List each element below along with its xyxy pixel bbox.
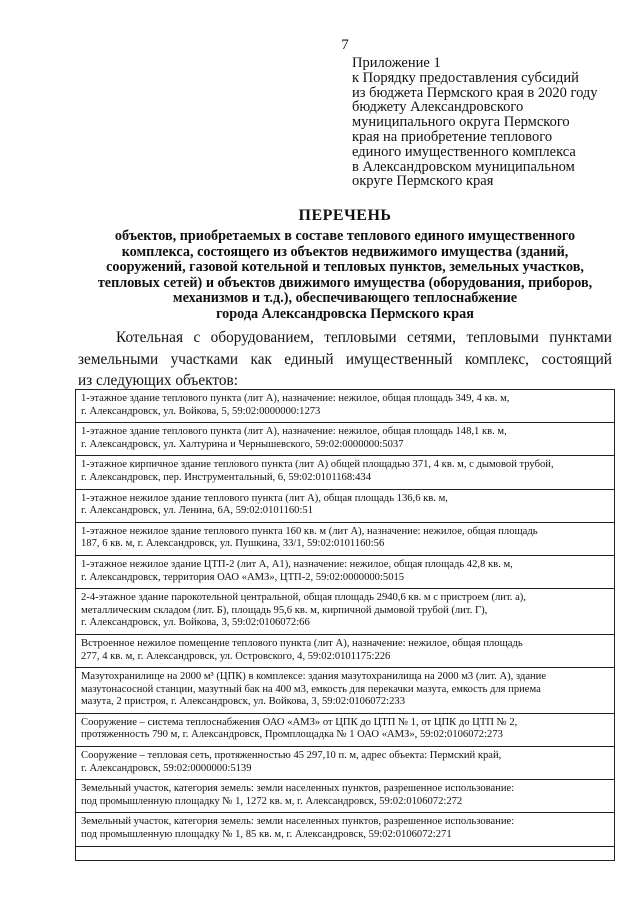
object-line: Земельный участок, категория земель: земли населенных пунктов, разрешенное использование: <box>81 783 515 795</box>
object-line: мазута, 2 пристроя, г. Александровск, ул. Войкова, 3, 59:02:0106072:233 <box>81 696 405 708</box>
object-line: 1-этажное нежилое здание ЦТП-2 (лит А, А1), назначение: нежилое, общая площадь 42,8 кв. м, <box>81 558 513 570</box>
object-line: 2-4-этажное здание парокотельной центральной, общая площадь 2940,6 кв. м с пристроем (лит. а), <box>81 592 526 604</box>
object-line: под промышленную площадку № 1, 1272 кв. м, г. Александровск, 59:02:0106072:272 <box>81 795 463 807</box>
table-row <box>76 589 615 635</box>
table-row <box>76 713 615 746</box>
object-line: г. Александровск, ул. Халтурина и Чернышевского, 59:02:0000000:5037 <box>81 438 404 450</box>
table-row <box>76 747 615 780</box>
object-line: г. Александровск, ул. Ленина, 6А, 59:02:0101160:51 <box>81 505 314 517</box>
object-line: 1-этажное кирпичное здание теплового пункта (лит А) общей площадью 371, 4 кв. м, с дымовой трубой, <box>81 459 554 471</box>
subtitle-line: сооружений, газовой котельной и тепловых пунктов, земельных участков, <box>106 259 584 276</box>
appendix-line: единого имущественного комплекса <box>352 143 576 160</box>
object-line: металлическим складом (лит. Б), площадь 95,6 кв. м, кирпичной дымовой трубой (лит. Г), <box>81 604 488 616</box>
table-row <box>76 390 615 423</box>
page-number: 7 <box>341 37 349 53</box>
table-row <box>76 634 615 667</box>
appendix-line: к Порядку предоставления субсидий <box>352 69 579 86</box>
object-line: г. Александровск, 59:02:0000000:5139 <box>81 762 252 774</box>
intro-line: земельными участками как единый имущественный комплекс, состоящий <box>78 350 612 368</box>
objects-table <box>75 389 615 861</box>
object-line: протяженность 790 м, г. Александровск, Промплощадка № 1 ОАО «АМЗ», 59:02:0106072:273 <box>81 729 503 741</box>
appendix-line: Приложение 1 <box>352 55 441 71</box>
object-line: 187, 6 кв. м, г. Александровск, ул. Пушкина, 33/1, 59:02:0101160:56 <box>81 538 385 550</box>
object-cell <box>76 668 615 714</box>
object-line: мазутонасосной станции, мазутный бак на 400 м3, емкость для перекачки мазута, емкость для приема <box>81 683 541 695</box>
object-cell <box>76 634 615 667</box>
appendix-line: округе Пермского края <box>352 173 494 190</box>
subtitle-line: объектов, приобретаемых в составе теплового единого имущественного <box>114 228 576 244</box>
appendix-block <box>352 56 622 189</box>
object-cell <box>76 390 615 423</box>
table-row <box>76 456 615 489</box>
object-line: Сооружение – тепловая сеть, протяженностью 45 297,10 п. м, адрес объекта: Пермский край, <box>81 750 502 762</box>
object-line: 1-этажное здание теплового пункта (лит А), назначение: нежилое, общая площадь 349, 4 кв. м, <box>81 393 510 404</box>
object-cell <box>76 555 615 588</box>
object-line: под промышленную площадку № 1, 85 кв. м, г. Александровск, 59:02:0106072:271 <box>81 829 452 841</box>
table-row <box>76 423 615 456</box>
object-line: г. Александровск, пер. Инструментальный, 6, 59:02:0101168:434 <box>81 471 371 483</box>
table-row <box>76 555 615 588</box>
intro-line: из следующих объектов: <box>78 372 238 389</box>
empty-cell <box>76 846 615 860</box>
table-row <box>76 813 615 846</box>
appendix-line: бюджету Александровского <box>352 99 524 116</box>
object-line: г. Александровск, территория ОАО «АМЗ», ЦТП-2, 59:02:0000000:5015 <box>81 571 405 583</box>
object-line: 1-этажное здание теплового пункта (лит А), назначение: нежилое, общая площадь 148,1 кв. м, <box>81 426 507 438</box>
appendix-line: края на приобретение теплового <box>352 128 553 145</box>
object-cell <box>76 456 615 489</box>
empty-table-row <box>76 846 615 860</box>
object-line: г. Александровск, ул. Войкова, 5, 59:02:0000000:1273 <box>81 405 321 417</box>
table-row <box>76 489 615 522</box>
object-cell <box>76 522 615 555</box>
table-row <box>76 522 615 555</box>
intro-line: Котельная с оборудованием, тепловыми сетями, тепловыми пунктами <box>116 329 612 346</box>
object-cell <box>76 589 615 635</box>
appendix-line: из бюджета Пермского края в 2020 году <box>352 84 598 101</box>
object-line: 277, 4 кв. м, г. Александровск, ул. Островского, 4, 59:02:0101175:226 <box>81 650 391 662</box>
subtitle-line: комплекса, состоящего из объектов недвижимого имущества (зданий, <box>121 243 569 260</box>
object-line: Мазутохранилище на 2000 м³ (ЦПК) в комплексе: здания мазутохранилища на 2000 м3 (лит. А), здание <box>81 671 547 683</box>
object-line: Встроенное нежилое помещение теплового пункта (лит А), назначение: нежилое, общая площадь <box>81 637 523 649</box>
table-row <box>76 668 615 714</box>
object-cell <box>76 747 615 780</box>
appendix-line: в Александровском муниципальном <box>352 158 575 175</box>
object-cell <box>76 489 615 522</box>
object-cell <box>76 780 615 813</box>
intro-paragraph <box>78 327 612 392</box>
table-row <box>76 780 615 813</box>
object-line: Земельный участок, категория земель: земли населенных пунктов, разрешенное использование: <box>81 816 515 828</box>
object-cell <box>76 813 615 846</box>
object-line: 1-этажное нежилое здание теплового пункта 160 кв. м (лит А), назначение: нежилое, общая площадь <box>81 525 538 537</box>
object-line: г. Александровск, ул. Войкова, 3, 59:02:0106072:66 <box>81 617 310 629</box>
subtitle-line: города Александровска Пермского края <box>216 305 474 322</box>
document-subtitle <box>78 229 612 323</box>
appendix-line: муниципального округа Пермского <box>352 114 570 131</box>
object-line: Сооружение – система теплоснабжения ОАО «АМЗ» от ЦПК до ЦТП № 1, от ЦПК до ЦТП № 2, <box>81 716 518 728</box>
object-cell <box>76 713 615 746</box>
subtitle-line: механизмов и т.д.), обеспечивающего теплоснабжение <box>172 290 518 307</box>
object-line: 1-этажное нежилое здание теплового пункта (лит А), общая площадь 136,6 кв. м, <box>81 492 448 504</box>
subtitle-line: тепловых сетей) и объектов движимого имущества (оборудования, приборов, <box>97 274 593 291</box>
object-cell <box>76 423 615 456</box>
document-title: ПЕРЕЧЕНЬ <box>298 207 392 224</box>
